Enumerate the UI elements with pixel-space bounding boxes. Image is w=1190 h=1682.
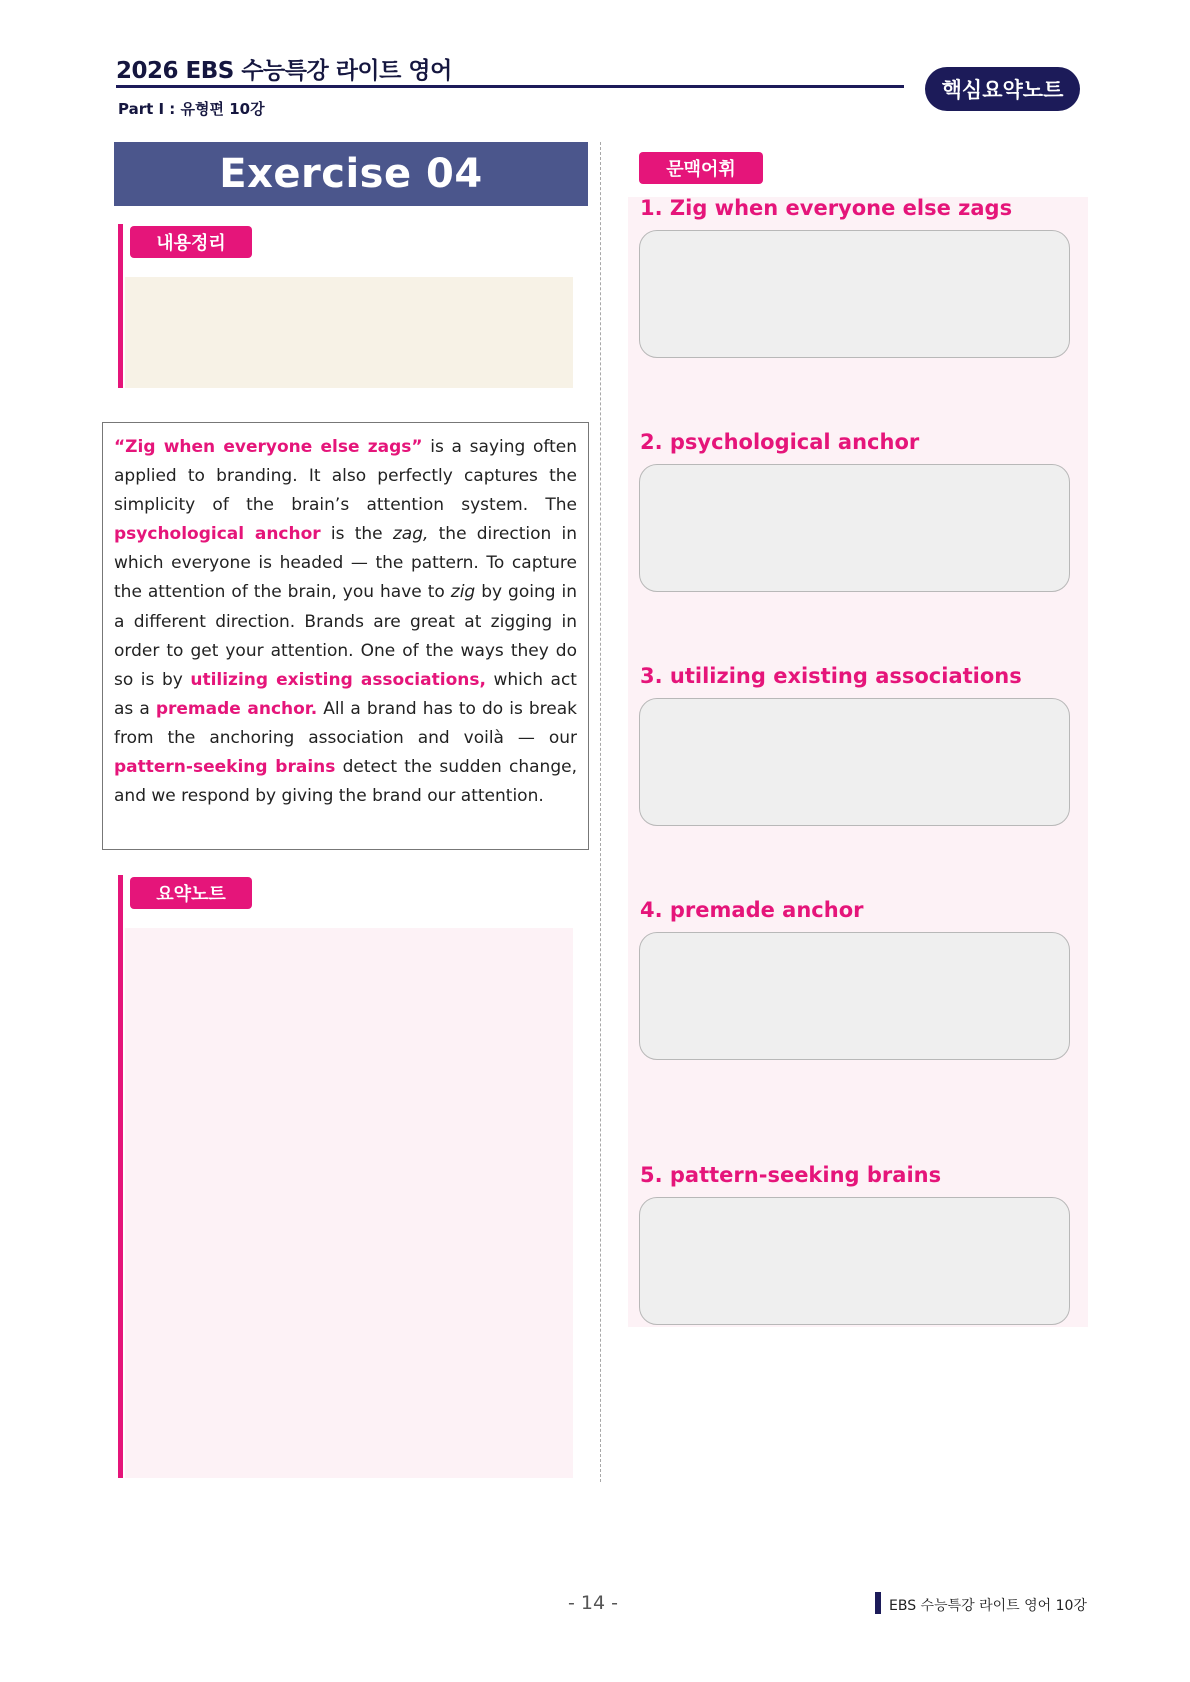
passage-keyword: utilizing existing associations, (190, 669, 486, 690)
passage-keyword: “Zig when everyone else zags” (114, 437, 423, 457)
vocab-answer-box-1[interactable] (639, 230, 1070, 358)
notes-accent-bar (118, 875, 123, 1478)
passage-text: All a brand has to do is break from the anchoring association and voilà — our (114, 698, 577, 748)
passage-text: which act as a (114, 669, 577, 719)
passage-text: the direction in which everyone is headed — the pattern. To capture the attention of the brain, you have to (114, 524, 577, 603)
header-divider (116, 85, 904, 88)
passage-keyword: psychological anchor (114, 524, 321, 545)
vocab-answer-box-4[interactable] (639, 932, 1070, 1060)
vocab-label: 문맥어휘 (639, 152, 763, 184)
vocab-term-3: 3. utilizing existing associations (640, 664, 1022, 688)
vocab-answer-box-3[interactable] (639, 698, 1070, 826)
header-title: 2026 EBS 수능특강 라이트 영어 (116, 58, 452, 84)
column-divider (600, 142, 601, 1482)
passage-italic: zag, (392, 524, 429, 545)
vocab-answer-box-5[interactable] (639, 1197, 1070, 1325)
summary-label: 내용정리 (130, 226, 252, 258)
summary-accent-bar (118, 224, 123, 388)
exercise-title: Exercise 04 (114, 142, 588, 206)
notes-writing-area[interactable] (125, 928, 573, 1478)
footer-book-title: EBS 수능특강 라이트 영어 10강 (889, 1598, 1087, 1614)
header-badge: 핵심요약노트 (925, 67, 1080, 111)
passage-keyword: pattern-seeking brains (114, 757, 336, 778)
passage-keyword: premade anchor. (155, 698, 318, 719)
footer-accent-bar (875, 1592, 881, 1614)
notes-label: 요약노트 (130, 877, 252, 909)
summary-writing-area[interactable] (125, 277, 573, 388)
vocab-term-2: 2. psychological anchor (640, 430, 920, 454)
vocab-term-1: 1. Zig when everyone else zags (640, 196, 1013, 220)
passage-text: is a saying often applied to branding. It also perfectly captures the simplicity of the brain’s attention system. The (114, 437, 577, 516)
passage-italic: zig (450, 582, 476, 603)
page-number: - 14 - (568, 1592, 618, 1614)
vocab-answer-box-2[interactable] (639, 464, 1070, 592)
passage-text: by going in a different direction. Brands are great at zigging in order to get your attention. One of the ways they do so is by (114, 582, 577, 690)
vocab-term-5: 5. pattern-seeking brains (640, 1163, 942, 1187)
passage-text: detect the sudden change, and we respond by giving the brand our attention. (114, 757, 577, 807)
vocab-term-4: 4. premade anchor (640, 898, 864, 922)
passage (102, 422, 589, 850)
passage-text: is the (320, 524, 393, 545)
header-subtitle: Part Ⅰ : 유형편 10강 (118, 100, 265, 118)
